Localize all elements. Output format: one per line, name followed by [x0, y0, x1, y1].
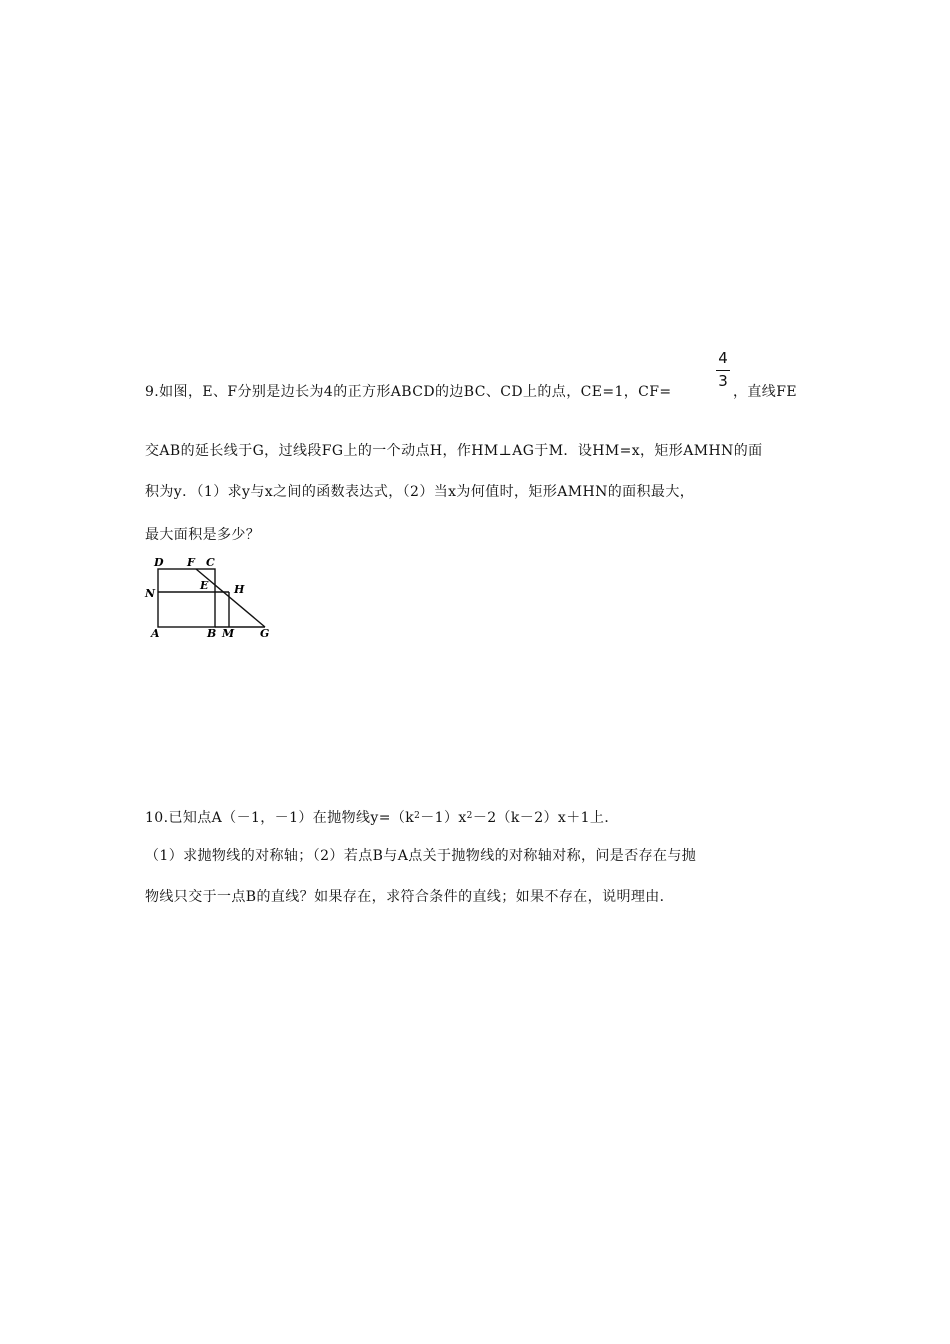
q10-line-1-text-c: －2（k－2）x＋1上． [472, 810, 619, 826]
fraction-denominator: 3 [718, 372, 728, 390]
q10-line-1-text-b: －1）x [420, 810, 467, 826]
label-n: N [145, 587, 156, 600]
label-f: F [187, 556, 195, 569]
q10-line-1-text-a: 10.已知点A（－1，－1）在抛物线y=（k [145, 810, 415, 826]
q9-line-1-text-a: 9.如图，E、F分别是边长为4的正方形ABCD的边BC、CD上的点，CE=1，CF= [145, 384, 672, 400]
fraction-numerator: 4 [718, 349, 728, 367]
q10-line-3: 物线只交于一点B的直线？如果存在，求符合条件的直线；如果不存在，说明理由． [145, 889, 675, 905]
q10-line-2: （1）求抛物线的对称轴；（2）若点B与A点关于抛物线的对称轴对称，问是否存在与抛 [145, 848, 697, 864]
q9-line-1 [145, 382, 672, 402]
segment-fg [196, 569, 265, 627]
label-g: G [260, 627, 270, 640]
superscript-1: 2 [414, 811, 421, 821]
q9-line-4: 最大面积是多少？ [145, 527, 261, 543]
label-c: C [206, 556, 215, 569]
label-d: D [154, 556, 164, 569]
superscript-2: 2 [466, 811, 473, 821]
label-b: B [207, 627, 217, 640]
q10-line-1 [145, 808, 619, 828]
label-h: H [234, 583, 245, 596]
geometry-figure [143, 555, 278, 644]
label-a: A [151, 627, 160, 640]
label-m: M [222, 627, 235, 640]
fraction-bar [716, 370, 730, 371]
q9-line-3: 积为y．（1）求y与x之间的函数表达式，（2）当x为何值时，矩形AMHN的面积最大， [145, 484, 695, 500]
label-e: E [200, 579, 209, 592]
geometry-diagram [143, 555, 278, 640]
q9-line-1-tail: ，直线FE [733, 384, 797, 400]
q9-line-2: 交AB的延长线于G，过线段FG上的一个动点H，作HM⊥AG于M．设HM=x，矩形AMHN的面 [145, 443, 763, 459]
